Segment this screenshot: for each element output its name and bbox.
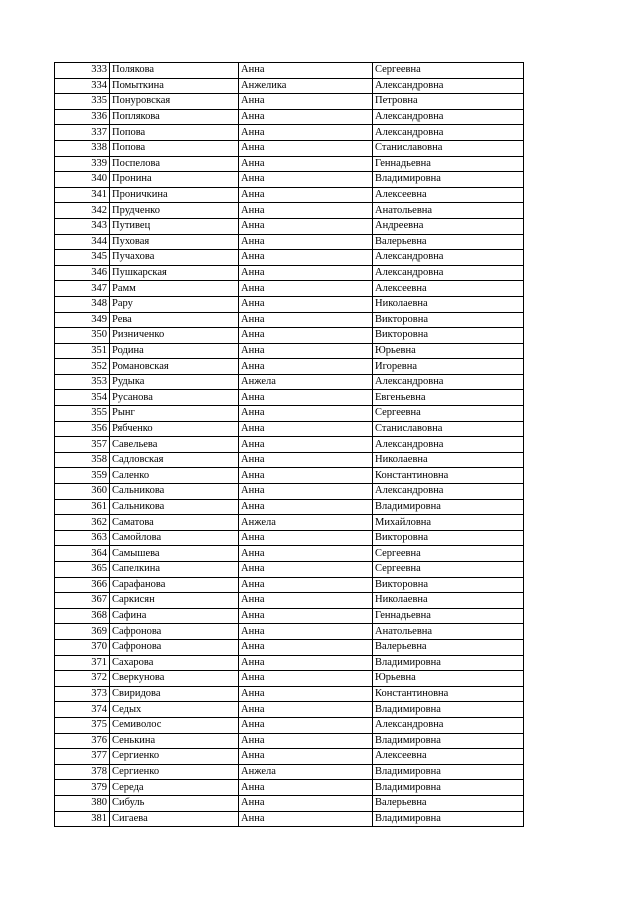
table-row [55,795,524,811]
patronymic-cell: Владимировна [373,780,524,796]
last-name-cell: Самойлова [110,530,239,546]
table-row [55,94,524,110]
first-name-cell: Анна [239,671,373,687]
table-row [55,717,524,733]
patronymic-cell: Александровна [373,125,524,141]
patronymic-cell: Александровна [373,250,524,266]
patronymic-cell: Юрьевна [373,671,524,687]
last-name-cell: Сверкунова [110,671,239,687]
first-name-cell: Анна [239,250,373,266]
last-name-cell: Савельева [110,437,239,453]
table-row [55,562,524,578]
row-number-cell: 365 [55,562,110,578]
first-name-cell: Анна [239,686,373,702]
row-number-cell: 349 [55,312,110,328]
patronymic-cell: Константиновна [373,468,524,484]
last-name-cell: Сальникова [110,484,239,500]
patronymic-cell: Владимировна [373,172,524,188]
row-number-cell: 369 [55,624,110,640]
first-name-cell: Анна [239,359,373,375]
patronymic-cell: Викторовна [373,577,524,593]
row-number-cell: 361 [55,499,110,515]
row-number-cell: 355 [55,406,110,422]
patronymic-cell: Станиславовна [373,140,524,156]
last-name-cell: Рева [110,312,239,328]
first-name-cell: Анна [239,655,373,671]
row-number-cell: 344 [55,234,110,250]
patronymic-cell: Алексеевна [373,281,524,297]
patronymic-cell: Александровна [373,78,524,94]
table-row [55,359,524,375]
table-row [55,499,524,515]
last-name-cell: Середа [110,780,239,796]
last-name-cell: Сенькина [110,733,239,749]
patronymic-cell: Сергеевна [373,562,524,578]
last-name-cell: Сибуль [110,795,239,811]
patronymic-cell: Алексеевна [373,749,524,765]
table-row [55,218,524,234]
table-row [55,421,524,437]
first-name-cell: Анжела [239,515,373,531]
first-name-cell: Анна [239,281,373,297]
patronymic-cell: Игоревна [373,359,524,375]
last-name-cell: Сигаева [110,811,239,827]
row-number-cell: 342 [55,203,110,219]
table-row [55,265,524,281]
patronymic-cell: Николаевна [373,452,524,468]
table-row [55,484,524,500]
row-number-cell: 372 [55,671,110,687]
first-name-cell: Анна [239,203,373,219]
first-name-cell: Анна [239,702,373,718]
row-number-cell: 356 [55,421,110,437]
patronymic-cell: Александровна [373,437,524,453]
last-name-cell: Попова [110,125,239,141]
table-row [55,686,524,702]
patronymic-cell: Николаевна [373,296,524,312]
last-name-cell: Пронина [110,172,239,188]
row-number-cell: 351 [55,343,110,359]
last-name-cell: Сергиенко [110,749,239,765]
last-name-cell: Сапелкина [110,562,239,578]
first-name-cell: Анна [239,780,373,796]
table-row [55,203,524,219]
patronymic-cell: Геннадьевна [373,156,524,172]
first-name-cell: Анна [239,530,373,546]
table-row [55,312,524,328]
last-name-cell: Ризниченко [110,328,239,344]
table-row [55,749,524,765]
table-row [55,624,524,640]
row-number-cell: 334 [55,78,110,94]
patronymic-cell: Викторовна [373,328,524,344]
table-row [55,374,524,390]
patronymic-cell: Михайловна [373,515,524,531]
patronymic-cell: Евгеньевна [373,390,524,406]
patronymic-cell: Александровна [373,374,524,390]
table-row [55,125,524,141]
row-number-cell: 338 [55,140,110,156]
patronymic-cell: Владимировна [373,811,524,827]
first-name-cell: Анна [239,717,373,733]
row-number-cell: 350 [55,328,110,344]
row-number-cell: 360 [55,484,110,500]
row-number-cell: 358 [55,452,110,468]
row-number-cell: 336 [55,109,110,125]
table-row [55,187,524,203]
row-number-cell: 368 [55,608,110,624]
table-row [55,390,524,406]
first-name-cell: Анна [239,421,373,437]
row-number-cell: 359 [55,468,110,484]
row-number-cell: 348 [55,296,110,312]
row-number-cell: 341 [55,187,110,203]
first-name-cell: Анна [239,577,373,593]
name-list-table [54,62,524,827]
patronymic-cell: Александровна [373,265,524,281]
first-name-cell: Анна [239,733,373,749]
first-name-cell: Анна [239,187,373,203]
last-name-cell: Пушкарская [110,265,239,281]
table-row [55,140,524,156]
row-number-cell: 346 [55,265,110,281]
table-row [55,593,524,609]
table-row [55,702,524,718]
patronymic-cell: Николаевна [373,593,524,609]
first-name-cell: Анна [239,109,373,125]
patronymic-cell: Анатольевна [373,203,524,219]
row-number-cell: 377 [55,749,110,765]
name-list-body [55,63,524,827]
last-name-cell: Попова [110,140,239,156]
last-name-cell: Сафина [110,608,239,624]
table-row [55,468,524,484]
table-row [55,281,524,297]
table-row [55,156,524,172]
last-name-cell: Сальникова [110,499,239,515]
table-row [55,452,524,468]
first-name-cell: Анна [239,63,373,79]
first-name-cell: Анна [239,562,373,578]
patronymic-cell: Владимировна [373,655,524,671]
first-name-cell: Анна [239,172,373,188]
patronymic-cell: Юрьевна [373,343,524,359]
patronymic-cell: Валерьевна [373,639,524,655]
table-row [55,530,524,546]
first-name-cell: Анжела [239,764,373,780]
row-number-cell: 374 [55,702,110,718]
first-name-cell: Анна [239,452,373,468]
first-name-cell: Анна [239,94,373,110]
table-row [55,577,524,593]
last-name-cell: Седых [110,702,239,718]
row-number-cell: 364 [55,546,110,562]
name-list-sheet [54,62,523,827]
first-name-cell: Анна [239,234,373,250]
first-name-cell: Анна [239,296,373,312]
row-number-cell: 380 [55,795,110,811]
last-name-cell: Помыткина [110,78,239,94]
patronymic-cell: Валерьевна [373,795,524,811]
patronymic-cell: Викторовна [373,312,524,328]
row-number-cell: 354 [55,390,110,406]
patronymic-cell: Сергеевна [373,406,524,422]
last-name-cell: Садловская [110,452,239,468]
first-name-cell: Анна [239,484,373,500]
last-name-cell: Поплякова [110,109,239,125]
patronymic-cell: Станиславовна [373,421,524,437]
first-name-cell: Анна [239,312,373,328]
first-name-cell: Анна [239,125,373,141]
patronymic-cell: Александровна [373,717,524,733]
row-number-cell: 343 [55,218,110,234]
patronymic-cell: Александровна [373,109,524,125]
row-number-cell: 339 [55,156,110,172]
patronymic-cell: Владимировна [373,764,524,780]
patronymic-cell: Валерьевна [373,234,524,250]
table-row [55,639,524,655]
table-row [55,296,524,312]
last-name-cell: Сафронова [110,639,239,655]
table-row [55,109,524,125]
table-row [55,328,524,344]
row-number-cell: 373 [55,686,110,702]
last-name-cell: Семиволос [110,717,239,733]
patronymic-cell: Владимировна [373,702,524,718]
first-name-cell: Анна [239,140,373,156]
table-row [55,172,524,188]
first-name-cell: Анна [239,546,373,562]
row-number-cell: 335 [55,94,110,110]
row-number-cell: 363 [55,530,110,546]
last-name-cell: Понуровская [110,94,239,110]
last-name-cell: Полякова [110,63,239,79]
patronymic-cell: Алексеевна [373,187,524,203]
row-number-cell: 337 [55,125,110,141]
patronymic-cell: Владимировна [373,499,524,515]
table-row [55,78,524,94]
table-row [55,406,524,422]
patronymic-cell: Сергеевна [373,546,524,562]
table-row [55,546,524,562]
last-name-cell: Рару [110,296,239,312]
table-row [55,671,524,687]
last-name-cell: Сарафанова [110,577,239,593]
row-number-cell: 333 [55,63,110,79]
first-name-cell: Анна [239,593,373,609]
first-name-cell: Анна [239,749,373,765]
patronymic-cell: Андреевна [373,218,524,234]
last-name-cell: Саматова [110,515,239,531]
first-name-cell: Анна [239,406,373,422]
last-name-cell: Самышева [110,546,239,562]
last-name-cell: Пуховая [110,234,239,250]
last-name-cell: Рябченко [110,421,239,437]
row-number-cell: 340 [55,172,110,188]
row-number-cell: 352 [55,359,110,375]
first-name-cell: Анна [239,265,373,281]
table-row [55,608,524,624]
first-name-cell: Анжелика [239,78,373,94]
row-number-cell: 357 [55,437,110,453]
last-name-cell: Свиридова [110,686,239,702]
first-name-cell: Анна [239,343,373,359]
table-row [55,811,524,827]
last-name-cell: Русанова [110,390,239,406]
first-name-cell: Анна [239,499,373,515]
first-name-cell: Анна [239,218,373,234]
first-name-cell: Анна [239,390,373,406]
table-row [55,515,524,531]
row-number-cell: 376 [55,733,110,749]
table-row [55,655,524,671]
first-name-cell: Анна [239,795,373,811]
last-name-cell: Поспелова [110,156,239,172]
last-name-cell: Прудченко [110,203,239,219]
first-name-cell: Анна [239,639,373,655]
row-number-cell: 353 [55,374,110,390]
last-name-cell: Романовская [110,359,239,375]
row-number-cell: 379 [55,780,110,796]
row-number-cell: 347 [55,281,110,297]
first-name-cell: Анна [239,468,373,484]
first-name-cell: Анжела [239,374,373,390]
patronymic-cell: Владимировна [373,733,524,749]
last-name-cell: Сергиенко [110,764,239,780]
patronymic-cell: Александровна [373,484,524,500]
last-name-cell: Сахарова [110,655,239,671]
table-row [55,437,524,453]
patronymic-cell: Геннадьевна [373,608,524,624]
last-name-cell: Путивец [110,218,239,234]
last-name-cell: Рынг [110,406,239,422]
row-number-cell: 370 [55,639,110,655]
row-number-cell: 371 [55,655,110,671]
first-name-cell: Анна [239,437,373,453]
row-number-cell: 378 [55,764,110,780]
table-row [55,764,524,780]
last-name-cell: Пучахова [110,250,239,266]
first-name-cell: Анна [239,624,373,640]
last-name-cell: Саленко [110,468,239,484]
table-row [55,733,524,749]
last-name-cell: Саркисян [110,593,239,609]
patronymic-cell: Петровна [373,94,524,110]
table-row [55,343,524,359]
first-name-cell: Анна [239,156,373,172]
row-number-cell: 367 [55,593,110,609]
patronymic-cell: Викторовна [373,530,524,546]
first-name-cell: Анна [239,328,373,344]
last-name-cell: Проничкина [110,187,239,203]
row-number-cell: 375 [55,717,110,733]
row-number-cell: 366 [55,577,110,593]
row-number-cell: 362 [55,515,110,531]
patronymic-cell: Сергеевна [373,63,524,79]
table-row [55,63,524,79]
row-number-cell: 381 [55,811,110,827]
patronymic-cell: Анатольевна [373,624,524,640]
table-row [55,250,524,266]
first-name-cell: Анна [239,608,373,624]
last-name-cell: Сафронова [110,624,239,640]
table-row [55,780,524,796]
last-name-cell: Рудыка [110,374,239,390]
first-name-cell: Анна [239,811,373,827]
table-row [55,234,524,250]
last-name-cell: Рамм [110,281,239,297]
last-name-cell: Родина [110,343,239,359]
patronymic-cell: Константиновна [373,686,524,702]
row-number-cell: 345 [55,250,110,266]
